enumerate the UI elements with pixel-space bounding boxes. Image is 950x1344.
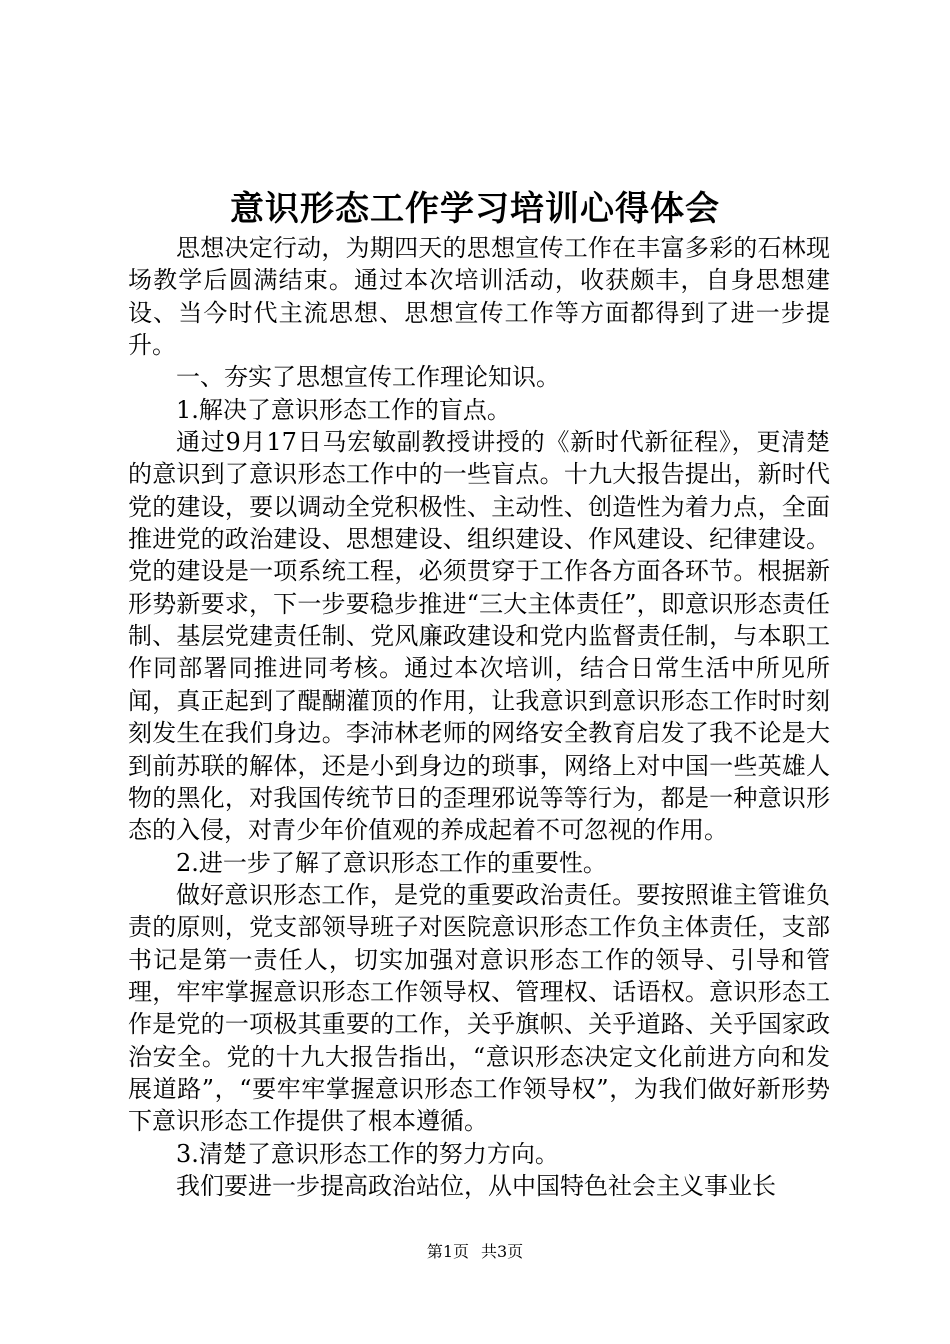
section-heading-1: 一、夯实了思想宣传工作理论知识。 [176,363,560,392]
subheading-2: 2.进一步了解了意识形态工作的重要性。 [176,848,607,877]
paragraph-body-1: 通过9月17日马宏敏副教授讲授的《新时代新征程》，更清楚的意识到了意识形态工作中的一些盲点。十九大报告提出，新时代党的建设，要以调动全党积极性、主动性、创造性为着力点，全面推进党的政治建设、思想建设、组织建设、作风建设、纪律建设。党的建设是一项系统工程，必须贯穿于工作各方面各环节。根据新形势新要求，下一步要稳步推进“三大主体责任”，即意识形态责任制、基层党建责任制、党风廉政建设和党内监督责任制，与本职工作同部署同推进同考核。通过本次培训，结合日常生活中所见所闻，真正起到了醍醐灌顶的作用，让我意识到意识形态工作时时刻刻发生在我们身边。李沛林老师的网络安全教育启发了我不论是大到前苏联的解体，还是小到身边的琐事，网络上对中国一些英雄人物的黑化，对我国传统节日的歪理邪说等等行为，都是一种意识形态的入侵，对青少年价值观的养成起着不可忽视的作用。 [128,428,830,845]
paragraph-body-3: 我们要进一步提高政治站位，从中国特色社会主义事业长 [176,1171,776,1200]
paragraph-body-2: 做好意识形态工作，是党的重要政治责任。要按照谁主管谁负责的原则，党支部领导班子对医院意识形态工作负主体责任，支部书记是第一责任人，切实加强对意识形态工作的领导、引导和管理，牢牢掌握意识形态工作领导权、管理权、话语权。意识形态工作是党的一项极其重要的工作，关乎旗帜、关乎道路、关乎国家政治安全。党的十九大报告指出，“意识形态决定文化前进方向和发展道路”，“要牢牢掌握意识形态工作领导权”，为我们做好新形势下意识形态工作提供了根本遵循。 [128,880,830,1136]
paragraph-intro: 思想决定行动，为期四天的思想宣传工作在丰富多彩的石林现场教学后圆满结束。通过本次培训活动，收获颇丰，自身思想建设、当今时代主流思想、思想宣传工作等方面都得到了进一步提升。 [128,234,830,360]
page-number: 第1页 [426,1242,469,1261]
subheading-3: 3.清楚了意识形态工作的努力方向。 [176,1139,559,1168]
subheading-1: 1.解决了意识形态工作的盲点。 [176,395,511,424]
page-total: 共3页 [481,1242,524,1261]
document-title: 意识形态工作学习培训心得体会 [230,189,720,229]
page-footer [0,1240,950,1264]
document-body [128,232,830,1202]
